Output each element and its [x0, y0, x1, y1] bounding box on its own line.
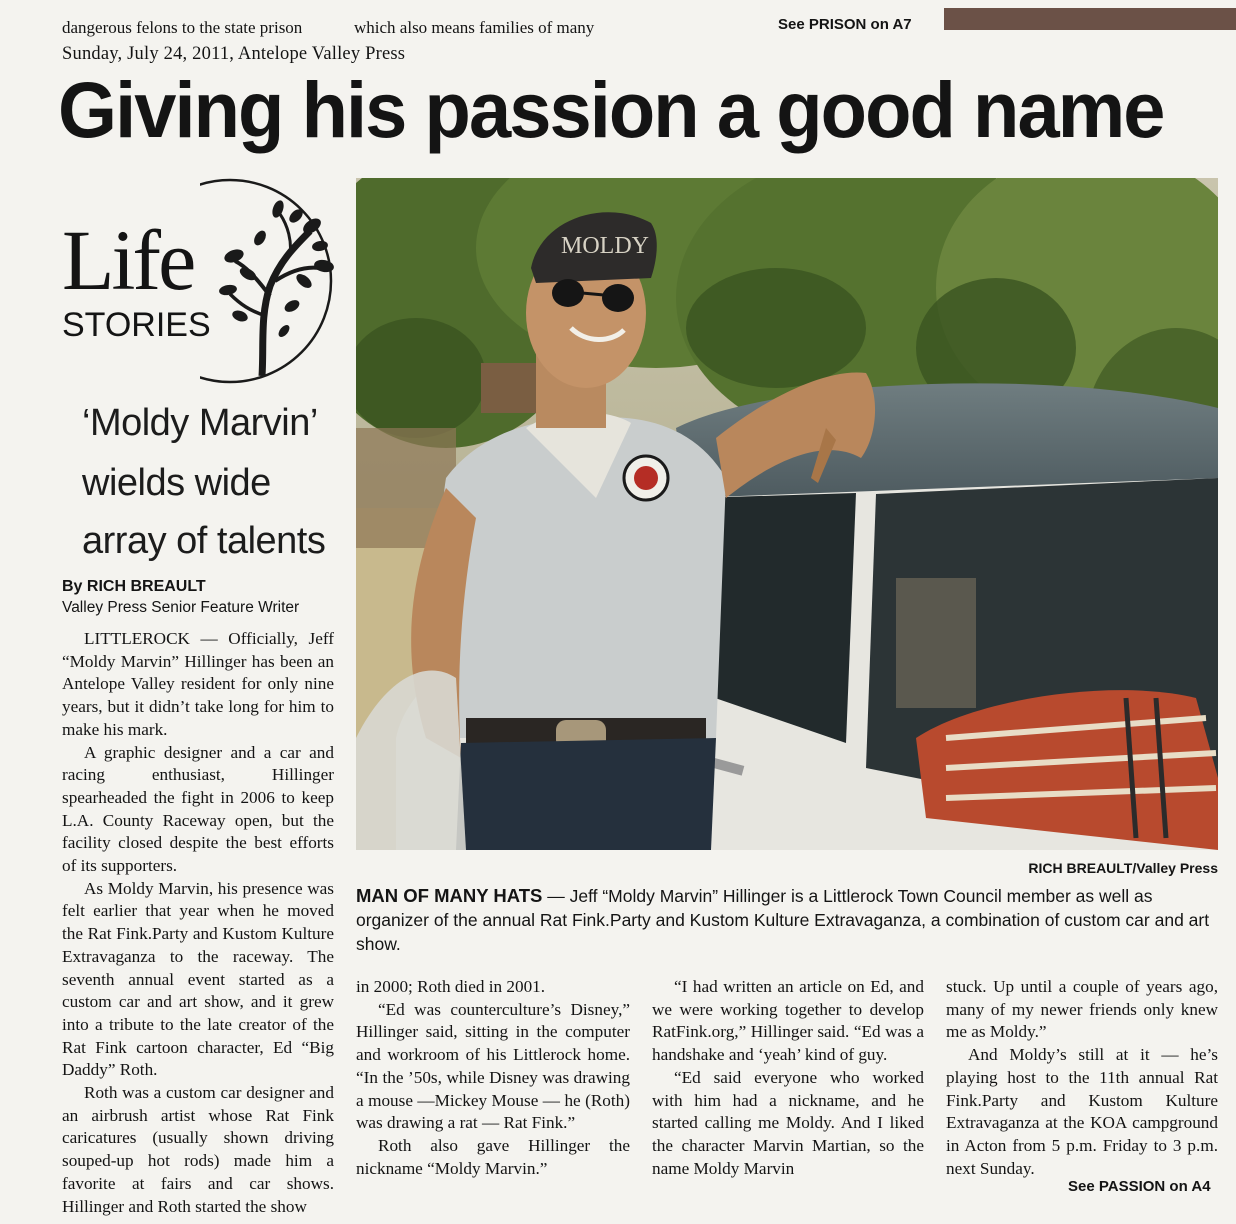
- paragraph: Roth was a custom car designer and an airbrush artist whose Rat Fink caricatures (usually shown driving souped-up hot rods) made him a favorite at fairs and car shows. Hillinger and Roth started the show: [62, 1083, 334, 1216]
- byline-title: Valley Press Senior Feature Writer: [62, 599, 300, 616]
- paragraph: stuck. Up until a couple of years ago, many of my newer friends only knew me as Moldy.”: [946, 977, 1218, 1042]
- caption-head: MAN OF MANY HATS: [356, 885, 543, 906]
- previous-story-text: dangerous felons to the state prison: [62, 18, 303, 37]
- paragraph: in 2000; Roth died in 2001.: [356, 977, 546, 996]
- article-column-1: [62, 628, 334, 1218]
- dateline: Sunday, July 24, 2011, Antelope Valley Press: [62, 44, 406, 64]
- feature-photo: [356, 178, 1218, 850]
- deck-line: wields wide: [82, 462, 271, 504]
- article-column-4: [946, 976, 1218, 1180]
- jump-line-prison: See PRISON on A7: [778, 16, 912, 33]
- paragraph: “I had written an article on Ed, and we were working together to develop RatFink.org,” Hillinger said. “Ed was a handshake and ‘yeah’ kind of guy.: [652, 977, 924, 1065]
- caption-body: — Jeff “Moldy Marvin” Hillinger is a Littlerock Town Council member as well as organizer of the annual Rat Fink.Party and Kustom Kulture Extravaganza, a combination of custom car and art show.: [356, 886, 1210, 954]
- headline: Giving his passion a good name: [58, 65, 1164, 154]
- paragraph: “Ed was counterculture’s Disney,” Hillinger said, sitting in the computer and workroom of his Littlerock home. “In the ’50s, while Disney was drawing a mouse —Mickey Mouse — he (Roth) was drawing a rat — Rat Fink.”: [356, 999, 630, 1133]
- paragraph: Roth also gave Hillinger the nickname “Moldy Marvin.”: [356, 1135, 630, 1178]
- byline: By RICH BREAULT: [62, 578, 206, 595]
- photo-credit: RICH BREAULT/Valley Press: [1028, 860, 1218, 876]
- paragraph: As Moldy Marvin, his presence was felt earlier that year when he moved the Rat Fink.Party and Kustom Kulture Extravaganza to the raceway. The seventh annual event started as a custom car and art show, and it grew into a tribute to the late creator of the Rat Fink cartoon character, Ed “Big Daddy” Roth.: [62, 878, 334, 1080]
- photo-caption: [356, 884, 1218, 956]
- deck-line: array of talents: [82, 520, 326, 562]
- article-column-2: [356, 976, 630, 1180]
- top-photo-edge: [944, 8, 1236, 30]
- deck-line: ‘Moldy Marvin’: [82, 402, 318, 444]
- logo-life-word: Life: [62, 212, 194, 308]
- paragraph: LITTLEROCK — Officially, Jeff “Moldy Marvin” Hillinger has been an Antelope Valley resident for only nine years, but it didn’t take long for him to make his mark.: [62, 629, 334, 739]
- hat-lettering: MOLDY: [561, 233, 649, 259]
- article-column-3: [652, 976, 924, 1180]
- photo-illustration: [356, 178, 1218, 850]
- previous-story-text: which also means families of many: [354, 18, 595, 37]
- jump-line-passion: See PASSION on A4: [1068, 1178, 1211, 1195]
- paragraph: “Ed said everyone who worked with him had a nickname, and he started calling me Moldy. And I liked the character Marvin Martian, so the name Moldy Marvin: [652, 1067, 924, 1178]
- paragraph: A graphic designer and a car and racing enthusiast, Hillinger spearheaded the fight in 2006 to keep L.A. County Raceway open, but the facility closed despite the best efforts of its supporters.: [62, 742, 334, 876]
- paragraph: And Moldy’s still at it — he’s playing host to the 11th annual Rat Fink.Party and Kustom Kulture Extravaganza at the KOA campground in Acton from 5 p.m. Friday to 3 p.m. next Sunday.: [946, 1045, 1218, 1178]
- tree-logo-icon: [200, 176, 335, 391]
- logo-stories-word: STORIES: [62, 306, 211, 344]
